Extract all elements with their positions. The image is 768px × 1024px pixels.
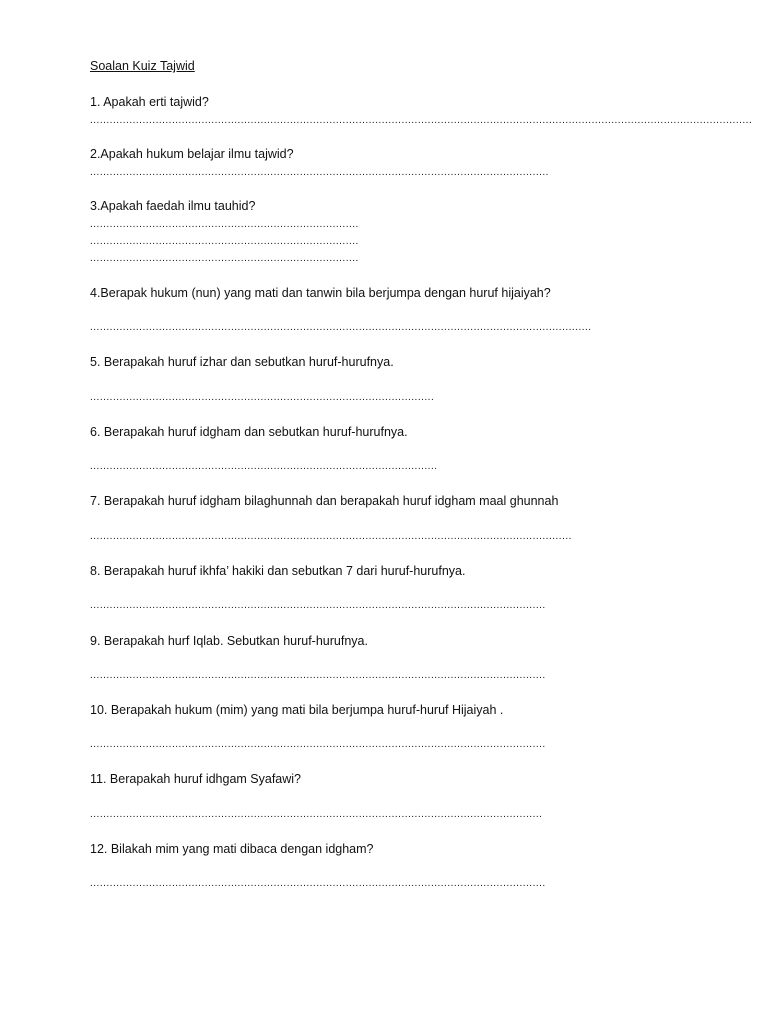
question-8: 8. Berapakah huruf ikhfa’ hakiki dan sebutkan 7 dari huruf-hurufnya.: [90, 564, 466, 578]
question-4: 4.Berapak hukum (nun) yang mati dan tanwin bila berjumpa dengan huruf hijaiyah?: [90, 286, 551, 300]
answer-line-3b[interactable]: ..................................................................................: [90, 236, 359, 247]
answer-line-8[interactable]: ...........................................................................................................................................: [90, 600, 546, 611]
answer-line-11[interactable]: ..........................................................................................................................................: [90, 809, 543, 820]
answer-line-3c[interactable]: ..................................................................................: [90, 253, 359, 264]
answer-line-4[interactable]: .........................................................................................................................................................: [90, 322, 592, 333]
answer-line-12[interactable]: ...........................................................................................................................................: [90, 878, 546, 889]
question-1: 1. Apakah erti tajwid?: [90, 95, 209, 109]
question-6: 6. Berapakah huruf idgham dan sebutkan huruf-hurufnya.: [90, 425, 408, 439]
answer-line-10[interactable]: ...........................................................................................................................................: [90, 739, 546, 750]
question-12: 12. Bilakah mim yang mati dibaca dengan idgham?: [90, 842, 374, 856]
answer-line-5[interactable]: .........................................................................................................: [90, 392, 435, 403]
question-9: 9. Berapakah hurf Iqlab. Sebutkan huruf-hurufnya.: [90, 634, 368, 648]
answer-line-6[interactable]: ..........................................................................................................: [90, 461, 438, 472]
answer-line-3a[interactable]: ..................................................................................: [90, 219, 359, 230]
answer-line-7[interactable]: ...................................................................................................................................................: [90, 531, 572, 542]
answer-line-9[interactable]: ...........................................................................................................................................: [90, 670, 546, 681]
question-2: 2.Apakah hukum belajar ilmu tajwid?: [90, 147, 294, 161]
page-title: Soalan Kuiz Tajwid: [90, 59, 195, 73]
question-10: 10. Berapakah hukum (mim) yang mati bila berjumpa huruf-huruf Hijaiyah .: [90, 703, 504, 717]
answer-line-2[interactable]: ............................................................................................................................................: [90, 167, 549, 178]
question-11: 11. Berapakah huruf idhgam Syafawi?: [90, 772, 302, 786]
question-5: 5. Berapakah huruf izhar dan sebutkan huruf-hurufnya.: [90, 355, 394, 369]
question-7: 7. Berapakah huruf idgham bilaghunnah dan berapakah huruf idgham maal ghunnah: [90, 494, 559, 508]
answer-line-1[interactable]: ..........................................................................................................................................................................................................: [90, 115, 753, 126]
question-3: 3.Apakah faedah ilmu tauhid?: [90, 199, 256, 213]
